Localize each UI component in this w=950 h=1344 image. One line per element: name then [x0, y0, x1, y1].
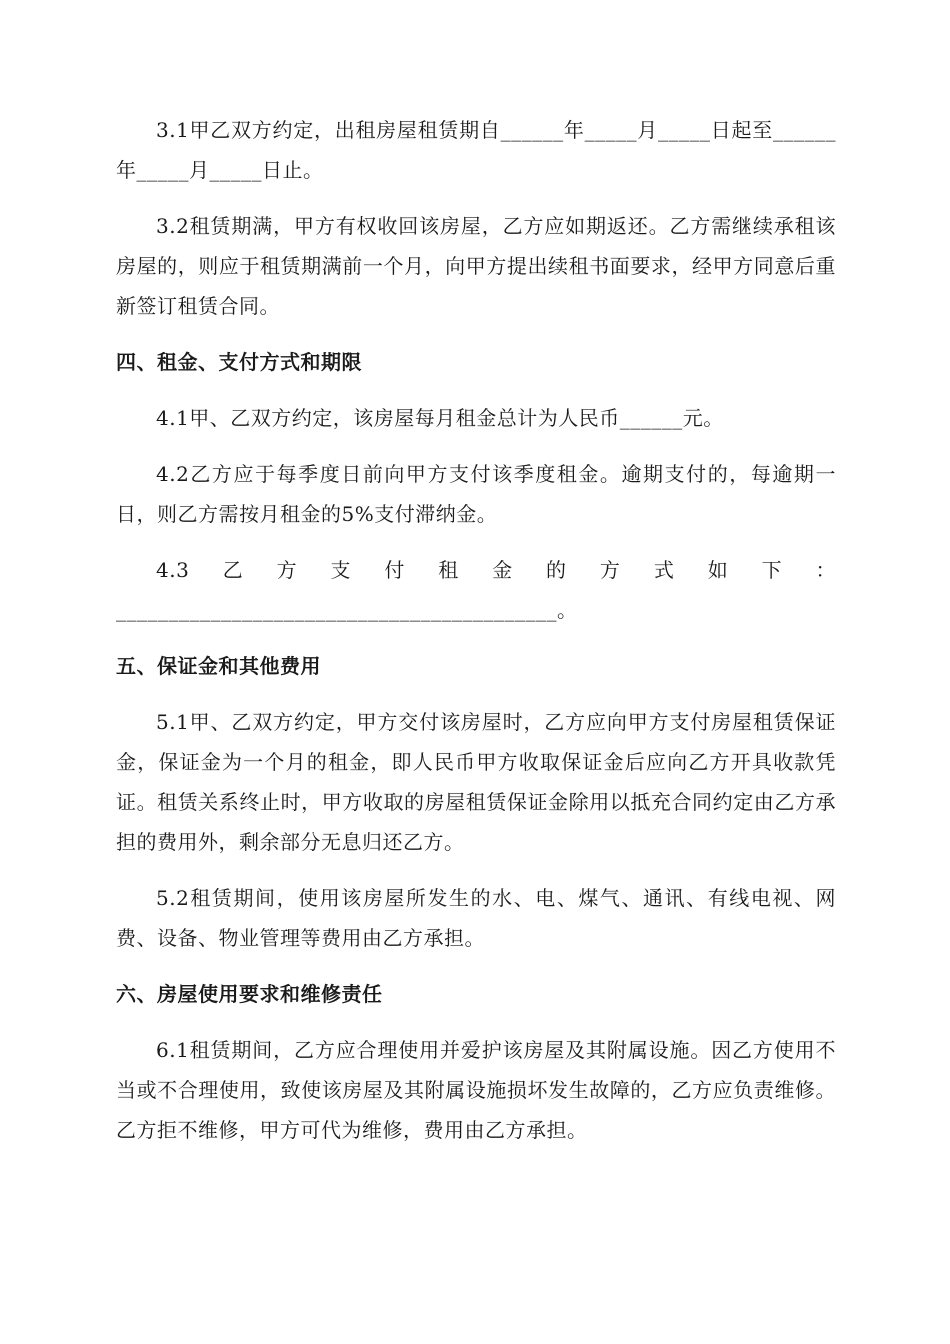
document-body	[116, 110, 836, 1166]
clause-5-1: 5.1甲、乙双方约定，甲方交付该房屋时，乙方应向甲方支付房屋租赁保证金，保证金为一个月的租金，即人民币甲方收取保证金后应向乙方开具收款凭证。租赁关系终止时，甲方收取的房屋租赁保证金除用以抵充合同约定由乙方承担的费用外，剩余部分无息归还乙方。	[116, 710, 836, 854]
clause-3-2: 3.2租赁期满，甲方有权收回该房屋，乙方应如期返还。乙方需继续承租该房屋的，则应于租赁期满前一个月，向甲方提出续租书面要求，经甲方同意后重新签订租赁合同。	[116, 214, 836, 318]
clause-4-1: 4.1甲、乙双方约定，该房屋每月租金总计为人民币______元。	[156, 406, 724, 430]
section-heading-5: 五、保证金和其他费用	[116, 654, 321, 678]
clause-4-3: 4.3乙方支付租金的方式如下：__________________________________________。	[116, 558, 836, 622]
clause-4-2: 4.2乙方应于每季度日前向甲方支付该季度租金。逾期支付的，每逾期一日，则乙方需按月租金的5%支付滞纳金。	[116, 462, 836, 526]
clause-6-1: 6.1租赁期间，乙方应合理使用并爱护该房屋及其附属设施。因乙方使用不当或不合理使用，致使该房屋及其附属设施损坏发生故障的，乙方应负责维修。乙方拒不维修，甲方可代为维修，费用由乙方承担。	[116, 1038, 836, 1142]
section-heading-6: 六、房屋使用要求和维修责任	[116, 982, 383, 1006]
clause-5-2: 5.2租赁期间，使用该房屋所发生的水、电、煤气、通讯、有线电视、网费、设备、物业管理等费用由乙方承担。	[116, 886, 836, 950]
section-heading-4: 四、租金、支付方式和期限	[116, 350, 362, 374]
clause-3-1: 3.1甲乙双方约定，出租房屋租赁期自______年_____月_____日起至______年_____月_____日止。	[116, 118, 836, 182]
